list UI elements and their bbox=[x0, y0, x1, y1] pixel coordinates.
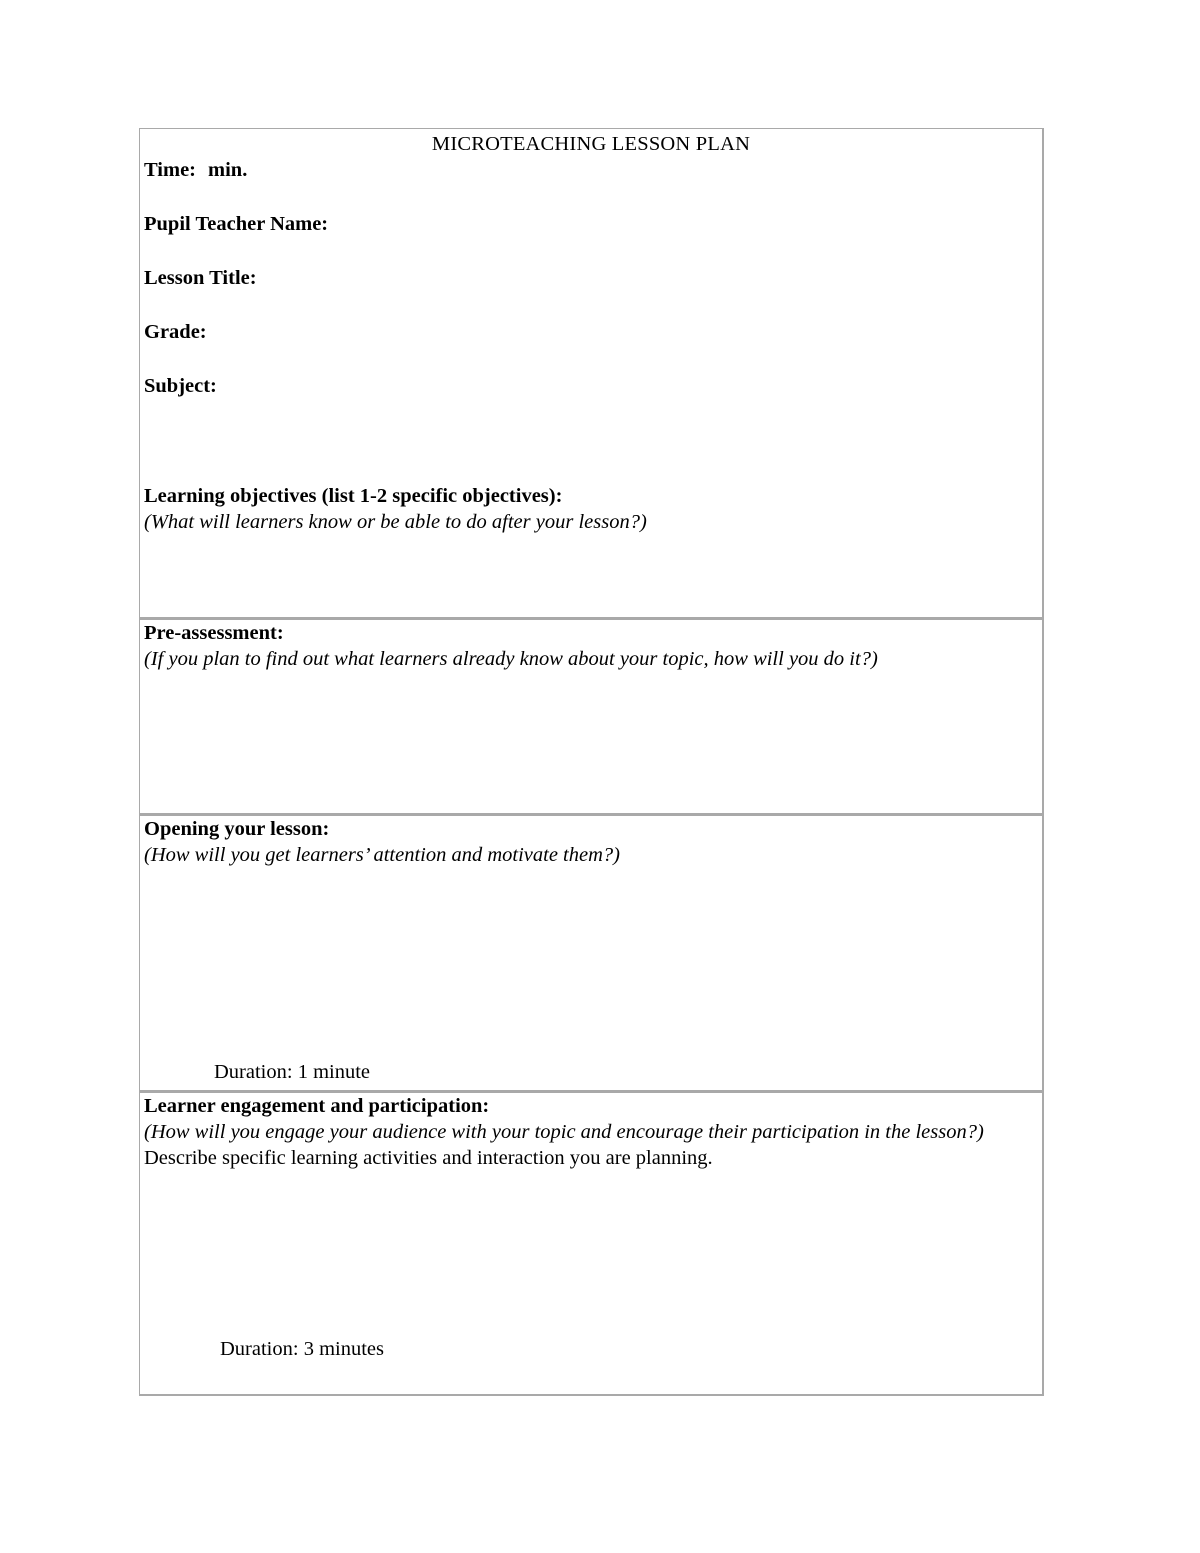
learning-objectives-prompt: (What will learners know or be able to do after your lesson?) bbox=[144, 511, 647, 533]
learning-objectives-label: Learning objectives (list 1-2 specific objectives): bbox=[144, 485, 563, 507]
grade-label: Grade: bbox=[144, 321, 207, 343]
time-field bbox=[144, 157, 1038, 183]
opening-prompt: (How will you get learners’ attention and motivate them?) bbox=[144, 844, 620, 866]
subject-label: Subject: bbox=[144, 375, 217, 397]
time-unit: min. bbox=[208, 159, 248, 181]
pre-assessment-section bbox=[140, 620, 1042, 816]
pre-assessment-label: Pre-assessment: bbox=[144, 622, 284, 644]
time-label: Time: bbox=[144, 159, 197, 181]
header-section bbox=[140, 131, 1042, 620]
engagement-section bbox=[140, 1093, 1042, 1394]
lesson-title-label: Lesson Title: bbox=[144, 267, 257, 289]
engagement-duration: Duration: 3 minutes bbox=[220, 1338, 384, 1360]
page-title: MICROTEACHING LESSON PLAN bbox=[431, 133, 751, 155]
opening-section bbox=[140, 816, 1042, 1093]
lesson-plan-form bbox=[139, 128, 1044, 1396]
pupil-teacher-name-label: Pupil Teacher Name: bbox=[144, 213, 329, 235]
opening-label: Opening your lesson: bbox=[144, 818, 330, 840]
engagement-label: Learner engagement and participation: bbox=[144, 1095, 490, 1117]
opening-duration: Duration: 1 minute bbox=[214, 1061, 371, 1083]
engagement-prompt: (How will you engage your audience with your topic and encourage their participation in the lesson?) bbox=[144, 1121, 984, 1143]
engagement-instruction: Describe specific learning activities and interaction you are planning. bbox=[144, 1147, 713, 1169]
pre-assessment-prompt: (If you plan to find out what learners already know about your topic, how will you do it?) bbox=[144, 648, 878, 670]
